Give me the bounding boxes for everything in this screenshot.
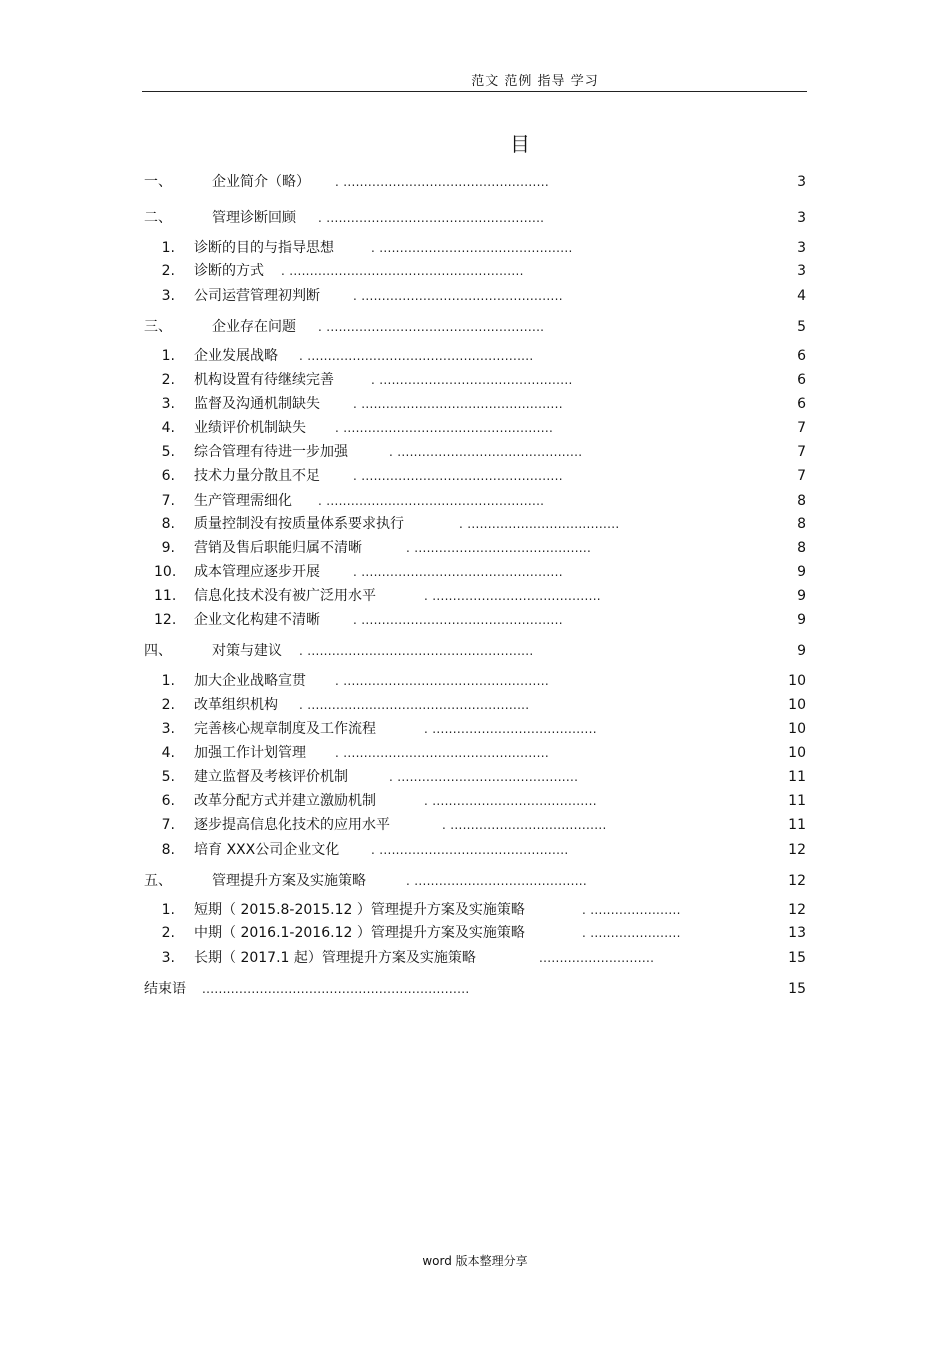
toc-entry-number: 二、 (144, 210, 172, 226)
toc-page-number: 9 (797, 564, 806, 580)
toc-leader-dots: . ............................................. (389, 445, 583, 459)
toc-page-number: 12 (788, 873, 806, 889)
toc-leader-dots: . ............................................... (371, 241, 573, 255)
toc-entry-title: 短期（ 2015.8-2015.12 ）管理提升方案及实施策略 (194, 902, 525, 918)
toc-leader-dots: . .................................................. (335, 746, 549, 760)
toc-entry-number: 5. (161, 444, 175, 460)
toc-entry[interactable] (142, 346, 806, 366)
toc-page-number: 12 (788, 842, 806, 858)
page-footer: word 版本整理分享 (422, 1254, 528, 1268)
toc-entry-title: 长期（ 2017.1 起）管理提升方案及实施策略 (194, 950, 476, 966)
toc-page-number: 10 (788, 673, 806, 689)
toc-entry-number: 7. (161, 817, 175, 833)
toc-entry[interactable] (142, 538, 806, 558)
toc-page-number: 7 (797, 444, 806, 460)
toc-entry-number: 12. (154, 612, 177, 628)
toc-entry-title: 培育 XXX公司企业文化 (194, 842, 340, 858)
toc-entry-title: 管理提升方案及实施策略 (212, 873, 366, 889)
toc-leader-dots: . ..................................................... (318, 494, 545, 508)
toc-entry-title: 结束语 (144, 981, 186, 997)
toc-leader-dots: . ..................................... (459, 517, 620, 531)
toc-entry[interactable] (142, 815, 806, 835)
toc-entry-number: 1. (161, 348, 175, 364)
toc-entry-number: 一、 (144, 174, 172, 190)
toc-page-number: 4 (797, 288, 806, 304)
toc-entry-title: 改革分配方式并建立激励机制 (194, 793, 376, 809)
toc-entry-number: 3. (161, 396, 175, 412)
toc-entry[interactable] (142, 948, 806, 968)
toc-leader-dots: ............................ (539, 951, 655, 965)
toc-entry[interactable] (142, 491, 806, 511)
toc-entry[interactable] (142, 979, 806, 999)
toc-entry[interactable] (142, 840, 806, 860)
toc-entry-number: 4. (161, 745, 175, 761)
toc-entry[interactable] (142, 418, 806, 438)
toc-page-number: 15 (788, 950, 806, 966)
toc-entry-title: 加大企业战略宣贯 (194, 673, 306, 689)
toc-entry[interactable] (142, 394, 806, 414)
toc-entry-number: 五、 (144, 873, 172, 889)
toc-entry-title: 成本管理应逐步开展 (194, 564, 320, 580)
toc-leader-dots: . ............................................ (389, 770, 579, 784)
toc-entry-number: 10. (154, 564, 177, 580)
toc-page-number: 10 (788, 721, 806, 737)
toc-page-number: 3 (797, 174, 806, 190)
toc-page-number: 7 (797, 468, 806, 484)
toc-entry[interactable] (142, 317, 806, 337)
toc-leader-dots: . .............................................. (371, 843, 569, 857)
toc-entry[interactable] (142, 767, 806, 787)
toc-entry-number: 2. (161, 925, 175, 941)
toc-entry-number: 6. (161, 468, 175, 484)
toc-entry[interactable] (142, 172, 806, 192)
toc-entry[interactable] (142, 238, 806, 258)
toc-entry[interactable] (142, 695, 806, 715)
toc-entry[interactable] (142, 610, 806, 630)
toc-entry-number: 3. (161, 721, 175, 737)
toc-leader-dots: . ........................................ (424, 794, 597, 808)
toc-entry[interactable] (142, 791, 806, 811)
toc-entry[interactable] (142, 743, 806, 763)
toc-entry-title: 信息化技术没有被广泛用水平 (194, 588, 376, 604)
toc-entry-number: 3. (161, 288, 175, 304)
toc-entry-title: 质量控制没有按质量体系要求执行 (194, 516, 404, 532)
toc-entry-title: 企业文化构建不清晰 (194, 612, 320, 628)
toc-entry[interactable] (142, 871, 806, 891)
toc-entry-title: 加强工作计划管理 (194, 745, 306, 761)
toc-page-number: 15 (788, 981, 806, 997)
toc-entry-title: 逐步提高信息化技术的应用水平 (194, 817, 390, 833)
toc-page-number: 5 (797, 319, 806, 335)
toc-leader-dots: . ................................................. (353, 469, 563, 483)
toc-page-number: 9 (797, 643, 806, 659)
toc-page-number: 8 (797, 493, 806, 509)
toc-entry-number: 9. (161, 540, 175, 556)
toc-page-number: 10 (788, 745, 806, 761)
toc-entry-number: 7. (161, 493, 175, 509)
toc-leader-dots: . ................................................. (353, 397, 563, 411)
toc-leader-dots: . ....................................................... (299, 349, 534, 363)
toc-leader-dots: . ...................................... (442, 818, 607, 832)
toc-entry-title: 营销及售后职能归属不清晰 (194, 540, 362, 556)
toc-entry[interactable] (142, 586, 806, 606)
toc-page-number: 8 (797, 540, 806, 556)
toc-page-number: 12 (788, 902, 806, 918)
toc-page-number: 11 (788, 769, 806, 785)
toc-page-number: 10 (788, 697, 806, 713)
toc-entry-title: 生产管理需细化 (194, 493, 292, 509)
toc-title: 目 (510, 132, 530, 156)
toc-entry[interactable] (142, 286, 806, 306)
toc-page-number: 3 (797, 210, 806, 226)
toc-entry-title: 公司运营管理初判断 (194, 288, 320, 304)
toc-entry-title: 诊断的方式 (194, 263, 264, 279)
toc-entry-number: 三、 (144, 319, 172, 335)
toc-leader-dots: . ......................................... (424, 589, 601, 603)
toc-entry[interactable] (142, 923, 806, 943)
toc-leader-dots: . .................................................. (335, 674, 549, 688)
toc-page-number: 6 (797, 396, 806, 412)
toc-entry-number: 2. (161, 372, 175, 388)
toc-entry-title: 建立监督及考核评价机制 (194, 769, 348, 785)
toc-entry-title: 对策与建议 (212, 643, 282, 659)
toc-page-number: 8 (797, 516, 806, 532)
toc-page-number: 6 (797, 348, 806, 364)
toc-entry-title: 中期（ 2016.1-2016.12 ）管理提升方案及实施策略 (194, 925, 525, 941)
toc-entry[interactable] (142, 900, 806, 920)
toc-leader-dots: . ...................... (582, 926, 681, 940)
toc-page-number: 6 (797, 372, 806, 388)
header-rule (142, 91, 807, 92)
toc-entry-number: 3. (161, 950, 175, 966)
toc-page-number: 3 (797, 263, 806, 279)
toc-entry-number: 8. (161, 516, 175, 532)
toc-leader-dots: . ...................... (582, 903, 681, 917)
toc-leader-dots: . ....................................................... (299, 644, 534, 658)
toc-entry-number: 1. (161, 240, 175, 256)
toc-leader-dots: . ..................................................... (318, 211, 545, 225)
toc-entry[interactable] (142, 671, 806, 691)
toc-entry-title: 业绩评价机制缺失 (194, 420, 306, 436)
toc-leader-dots: . ......................................................... (281, 264, 524, 278)
toc-entry-title: 监督及沟通机制缺失 (194, 396, 320, 412)
page-header: 范文 范例 指导 学习 (471, 74, 599, 89)
toc-page-number: 7 (797, 420, 806, 436)
toc-leader-dots: . ...................................................... (299, 698, 530, 712)
toc-page-number: 3 (797, 240, 806, 256)
toc-leader-dots: . ................................................. (353, 613, 563, 627)
toc-page-number: 11 (788, 793, 806, 809)
toc-leader-dots: . ........................................... (406, 541, 592, 555)
toc-leader-dots: . ..................................................... (318, 320, 545, 334)
toc-entry-number: 四、 (144, 643, 172, 659)
toc-entry-number: 1. (161, 902, 175, 918)
toc-leader-dots: . ........................................ (424, 722, 597, 736)
toc-entry[interactable] (142, 261, 806, 281)
toc-entry[interactable] (142, 562, 806, 582)
toc-entry-title: 综合管理有待进一步加强 (194, 444, 348, 460)
toc-entry-title: 诊断的目的与指导思想 (194, 240, 334, 256)
toc-entry-title: 改革组织机构 (194, 697, 278, 713)
toc-page-number: 9 (797, 612, 806, 628)
toc-entry-title: 企业简介（略） (212, 174, 310, 190)
toc-leader-dots: . ............................................... (371, 373, 573, 387)
toc-leader-dots: . ................................................. (353, 289, 563, 303)
toc-entry-title: 机构设置有待继续完善 (194, 372, 334, 388)
toc-entry-title: 技术力量分散且不足 (194, 468, 320, 484)
toc-entry[interactable] (142, 370, 806, 390)
toc-entry-number: 4. (161, 420, 175, 436)
toc-entry-number: 6. (161, 793, 175, 809)
toc-leader-dots: ................................................................. (202, 982, 470, 996)
toc-entry-number: 1. (161, 673, 175, 689)
toc-entry[interactable] (142, 514, 806, 534)
toc-entry-title: 企业存在问题 (212, 319, 296, 335)
toc-entry-number: 2. (161, 697, 175, 713)
toc-leader-dots: . .................................................. (335, 175, 549, 189)
toc-entry[interactable] (142, 466, 806, 486)
toc-page-number: 9 (797, 588, 806, 604)
toc-entry[interactable] (142, 442, 806, 462)
toc-entry-title: 企业发展战略 (194, 348, 278, 364)
toc-entry-number: 2. (161, 263, 175, 279)
toc-entry-number: 11. (154, 588, 177, 604)
toc-entry-number: 8. (161, 842, 175, 858)
toc-entry-number: 5. (161, 769, 175, 785)
toc-page-number: 11 (788, 817, 806, 833)
toc-entry[interactable] (142, 208, 806, 228)
toc-entry-title: 管理诊断回顾 (212, 210, 296, 226)
toc-entry[interactable] (142, 719, 806, 739)
toc-leader-dots: . ................................................. (353, 565, 563, 579)
toc-leader-dots: . .......................................... (406, 874, 588, 888)
toc-entry-title: 完善核心规章制度及工作流程 (194, 721, 376, 737)
toc-leader-dots: . ................................................... (335, 421, 554, 435)
toc-page-number: 13 (788, 925, 806, 941)
toc-entry[interactable] (142, 641, 806, 661)
